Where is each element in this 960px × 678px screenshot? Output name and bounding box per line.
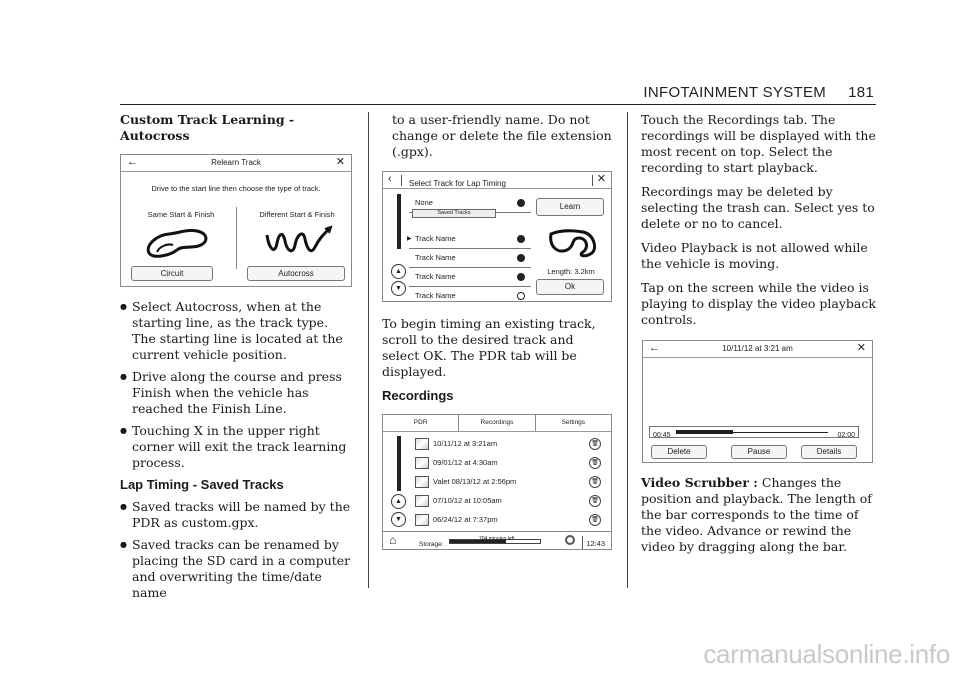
- home-icon[interactable]: ⌂: [389, 533, 397, 547]
- video-thumbnail: [415, 476, 429, 488]
- track-row[interactable]: [409, 230, 531, 249]
- time-elapsed: 00:45: [653, 432, 671, 439]
- trash-icon[interactable]: 🗑: [589, 438, 601, 450]
- delete-button[interactable]: Delete: [651, 445, 707, 459]
- radio-selected[interactable]: [517, 235, 525, 243]
- body-paragraph: To begin timing an existing track, scroll to the desired track and select OK. The PDR tab will be displayed.: [382, 316, 596, 379]
- track-row-label: None: [415, 198, 433, 207]
- clock-time: 12:43: [582, 536, 605, 550]
- recording-item[interactable]: [413, 493, 605, 512]
- track-length: Length: 3.2km: [547, 267, 595, 276]
- scrubber-progress: [676, 430, 733, 434]
- recordings-list: [413, 436, 605, 531]
- close-icon[interactable]: ✕: [856, 342, 866, 354]
- scrubber-description: [641, 475, 876, 555]
- recording-label: 10/11/12 at 3:21am: [433, 439, 498, 448]
- tab-recordings[interactable]: Recordings: [458, 415, 534, 431]
- autocross-button[interactable]: Autocross: [247, 266, 345, 281]
- watermark: carmanualsonline.info: [703, 639, 950, 669]
- storage-remaining: 704 minutes left: [479, 536, 515, 542]
- column-1: [120, 112, 354, 607]
- recording-label: 06/24/12 at 7:37pm: [433, 515, 498, 524]
- recording-label: Valet 08/13/12 at 2:56pm: [433, 477, 517, 486]
- header-rule: [120, 104, 876, 105]
- screen-title-bar: [383, 172, 611, 189]
- track-row[interactable]: [409, 268, 531, 287]
- trash-icon[interactable]: 🗑: [589, 495, 601, 507]
- scrollbar[interactable]: [397, 436, 401, 491]
- option-same-start-finish: Same Start & Finish: [147, 210, 215, 219]
- bullet-item: ● Drive along the course and press Finish when the vehicle has reached the Finish Line.: [120, 369, 354, 417]
- recordings-screen: [382, 414, 612, 550]
- radio-selected[interactable]: [517, 273, 525, 281]
- column-divider: [368, 112, 369, 588]
- video-thumbnail: [415, 457, 429, 469]
- trash-icon[interactable]: 🗑: [589, 514, 601, 526]
- option-divider: [236, 207, 237, 269]
- circuit-track-icon: [143, 225, 213, 261]
- bullet-item: ● Touching X in the upper right corner will exit the track learning process.: [120, 423, 354, 471]
- details-button[interactable]: Details: [801, 445, 857, 459]
- column-2: [382, 112, 614, 550]
- scroll-up-button[interactable]: ▲: [391, 494, 406, 509]
- scrubber-text: Changes the position and playback. The length of the bar corresponds to the time of the video. Advance or rewind the video by dragging along the bar.: [641, 475, 872, 554]
- back-chevron-icon[interactable]: ‹: [388, 173, 392, 185]
- selected-arrow-icon: ▶: [407, 236, 412, 242]
- continuation-text: to a user-friendly name. Do not change or delete the file extension (.gpx).: [392, 112, 612, 159]
- storage-label: Storage:: [419, 541, 444, 548]
- recording-item[interactable]: [413, 436, 605, 455]
- term-video-scrubber: Video Scrubber :: [641, 475, 758, 490]
- page-number: 181: [848, 84, 874, 101]
- section-title: INFOTAINMENT SYSTEM: [643, 84, 827, 101]
- bullet-item: ● Saved tracks can be renamed by placing the SD card in a computer and overwriting the time/date name: [120, 537, 354, 601]
- track-row-label: Track Name: [415, 291, 456, 300]
- video-thumbnail: [415, 495, 429, 507]
- track-row[interactable]: [409, 249, 531, 268]
- screen-title: Select Track for Lap Timing: [409, 179, 506, 188]
- subheading-recordings: Recordings: [382, 388, 454, 403]
- close-icon[interactable]: ✕: [335, 156, 345, 168]
- video-thumbnail: [415, 514, 429, 526]
- video-thumbnail: [415, 438, 429, 450]
- column-divider: [627, 112, 628, 588]
- autocross-track-icon: [263, 225, 337, 261]
- close-icon[interactable]: ✕: [596, 173, 606, 185]
- status-bar: [383, 531, 611, 549]
- time-total: 02:00: [837, 432, 855, 439]
- track-row[interactable]: [409, 287, 531, 302]
- trash-icon[interactable]: 🗑: [589, 476, 601, 488]
- body-paragraph: Recordings may be deleted by selecting the trash can. Select yes to delete or no to cancel.: [641, 184, 875, 231]
- video-scrubber[interactable]: [649, 426, 859, 438]
- scroll-up-button[interactable]: ▲: [391, 264, 406, 279]
- tab-pdr[interactable]: PDR: [413, 419, 428, 426]
- column-3: [641, 112, 876, 563]
- track-row-label: Track Name: [415, 253, 456, 262]
- track-row-label: Track Name: [415, 272, 456, 281]
- page-header: [643, 84, 874, 101]
- back-arrow-icon[interactable]: ←: [127, 156, 138, 168]
- radio-selected[interactable]: [517, 199, 525, 207]
- body-paragraph: Tap on the screen while the video is playing to display the video playback controls.: [641, 280, 876, 327]
- recording-item[interactable]: [413, 474, 605, 493]
- section-heading-autocross: Custom Track Learning - Autocross: [120, 112, 295, 143]
- ok-button[interactable]: Ok: [536, 279, 604, 295]
- scrollbar[interactable]: [397, 194, 401, 249]
- recording-label: 09/01/12 at 4:30am: [433, 458, 498, 467]
- scroll-down-button[interactable]: ▼: [391, 512, 406, 527]
- radio-empty[interactable]: [517, 292, 525, 300]
- screen-title-bar: [121, 155, 351, 172]
- tab-settings[interactable]: Settings: [535, 415, 611, 431]
- track-map-icon: [543, 224, 599, 260]
- recording-item[interactable]: [413, 455, 605, 474]
- screen-title-bar: [643, 341, 872, 358]
- lap-timing-screen: [382, 171, 612, 302]
- bar-separator: [401, 175, 402, 186]
- track-row-label: Track Name: [415, 234, 456, 243]
- circuit-button[interactable]: Circuit: [131, 266, 213, 281]
- body-paragraph: Video Playback is not allowed while the vehicle is moving.: [641, 240, 868, 271]
- scroll-down-button[interactable]: ▼: [391, 281, 406, 296]
- option-different-start-finish: Different Start & Finish: [259, 210, 335, 219]
- bullet-item: ● Select Autocross, when at the starting line, as the track type. The starting line is located at the current vehicle position.: [120, 299, 354, 363]
- learn-button[interactable]: Learn: [536, 198, 604, 216]
- subheading-saved-tracks: Lap Timing - Saved Tracks: [120, 477, 284, 492]
- trash-icon[interactable]: 🗑: [589, 457, 601, 469]
- relearn-track-screen: [120, 154, 352, 287]
- recording-label: 07/10/12 at 10:05am: [433, 496, 502, 505]
- bullet-item: ● Saved tracks will be named by the PDR as custom.gpx.: [120, 499, 354, 531]
- radio-selected[interactable]: [517, 254, 525, 262]
- screen-title: Relearn Track: [211, 158, 261, 167]
- tab-bar: [383, 415, 611, 432]
- screen-title: 10/11/12 at 3:21 am: [722, 344, 793, 353]
- body-paragraph: Touch the Recordings tab. The recordings will be displayed with the most recent on top. Select the recording to start playback.: [641, 112, 876, 175]
- pause-button[interactable]: Pause: [731, 445, 787, 459]
- video-playback-screen: [642, 340, 873, 463]
- saved-tracks-label: Saved Tracks: [412, 209, 496, 218]
- bar-separator: [592, 175, 593, 186]
- back-arrow-icon[interactable]: ←: [649, 342, 660, 354]
- gear-icon[interactable]: [565, 535, 575, 545]
- recording-item[interactable]: [413, 512, 605, 531]
- instruction-text: Drive to the start line then choose the type of track.: [151, 184, 321, 193]
